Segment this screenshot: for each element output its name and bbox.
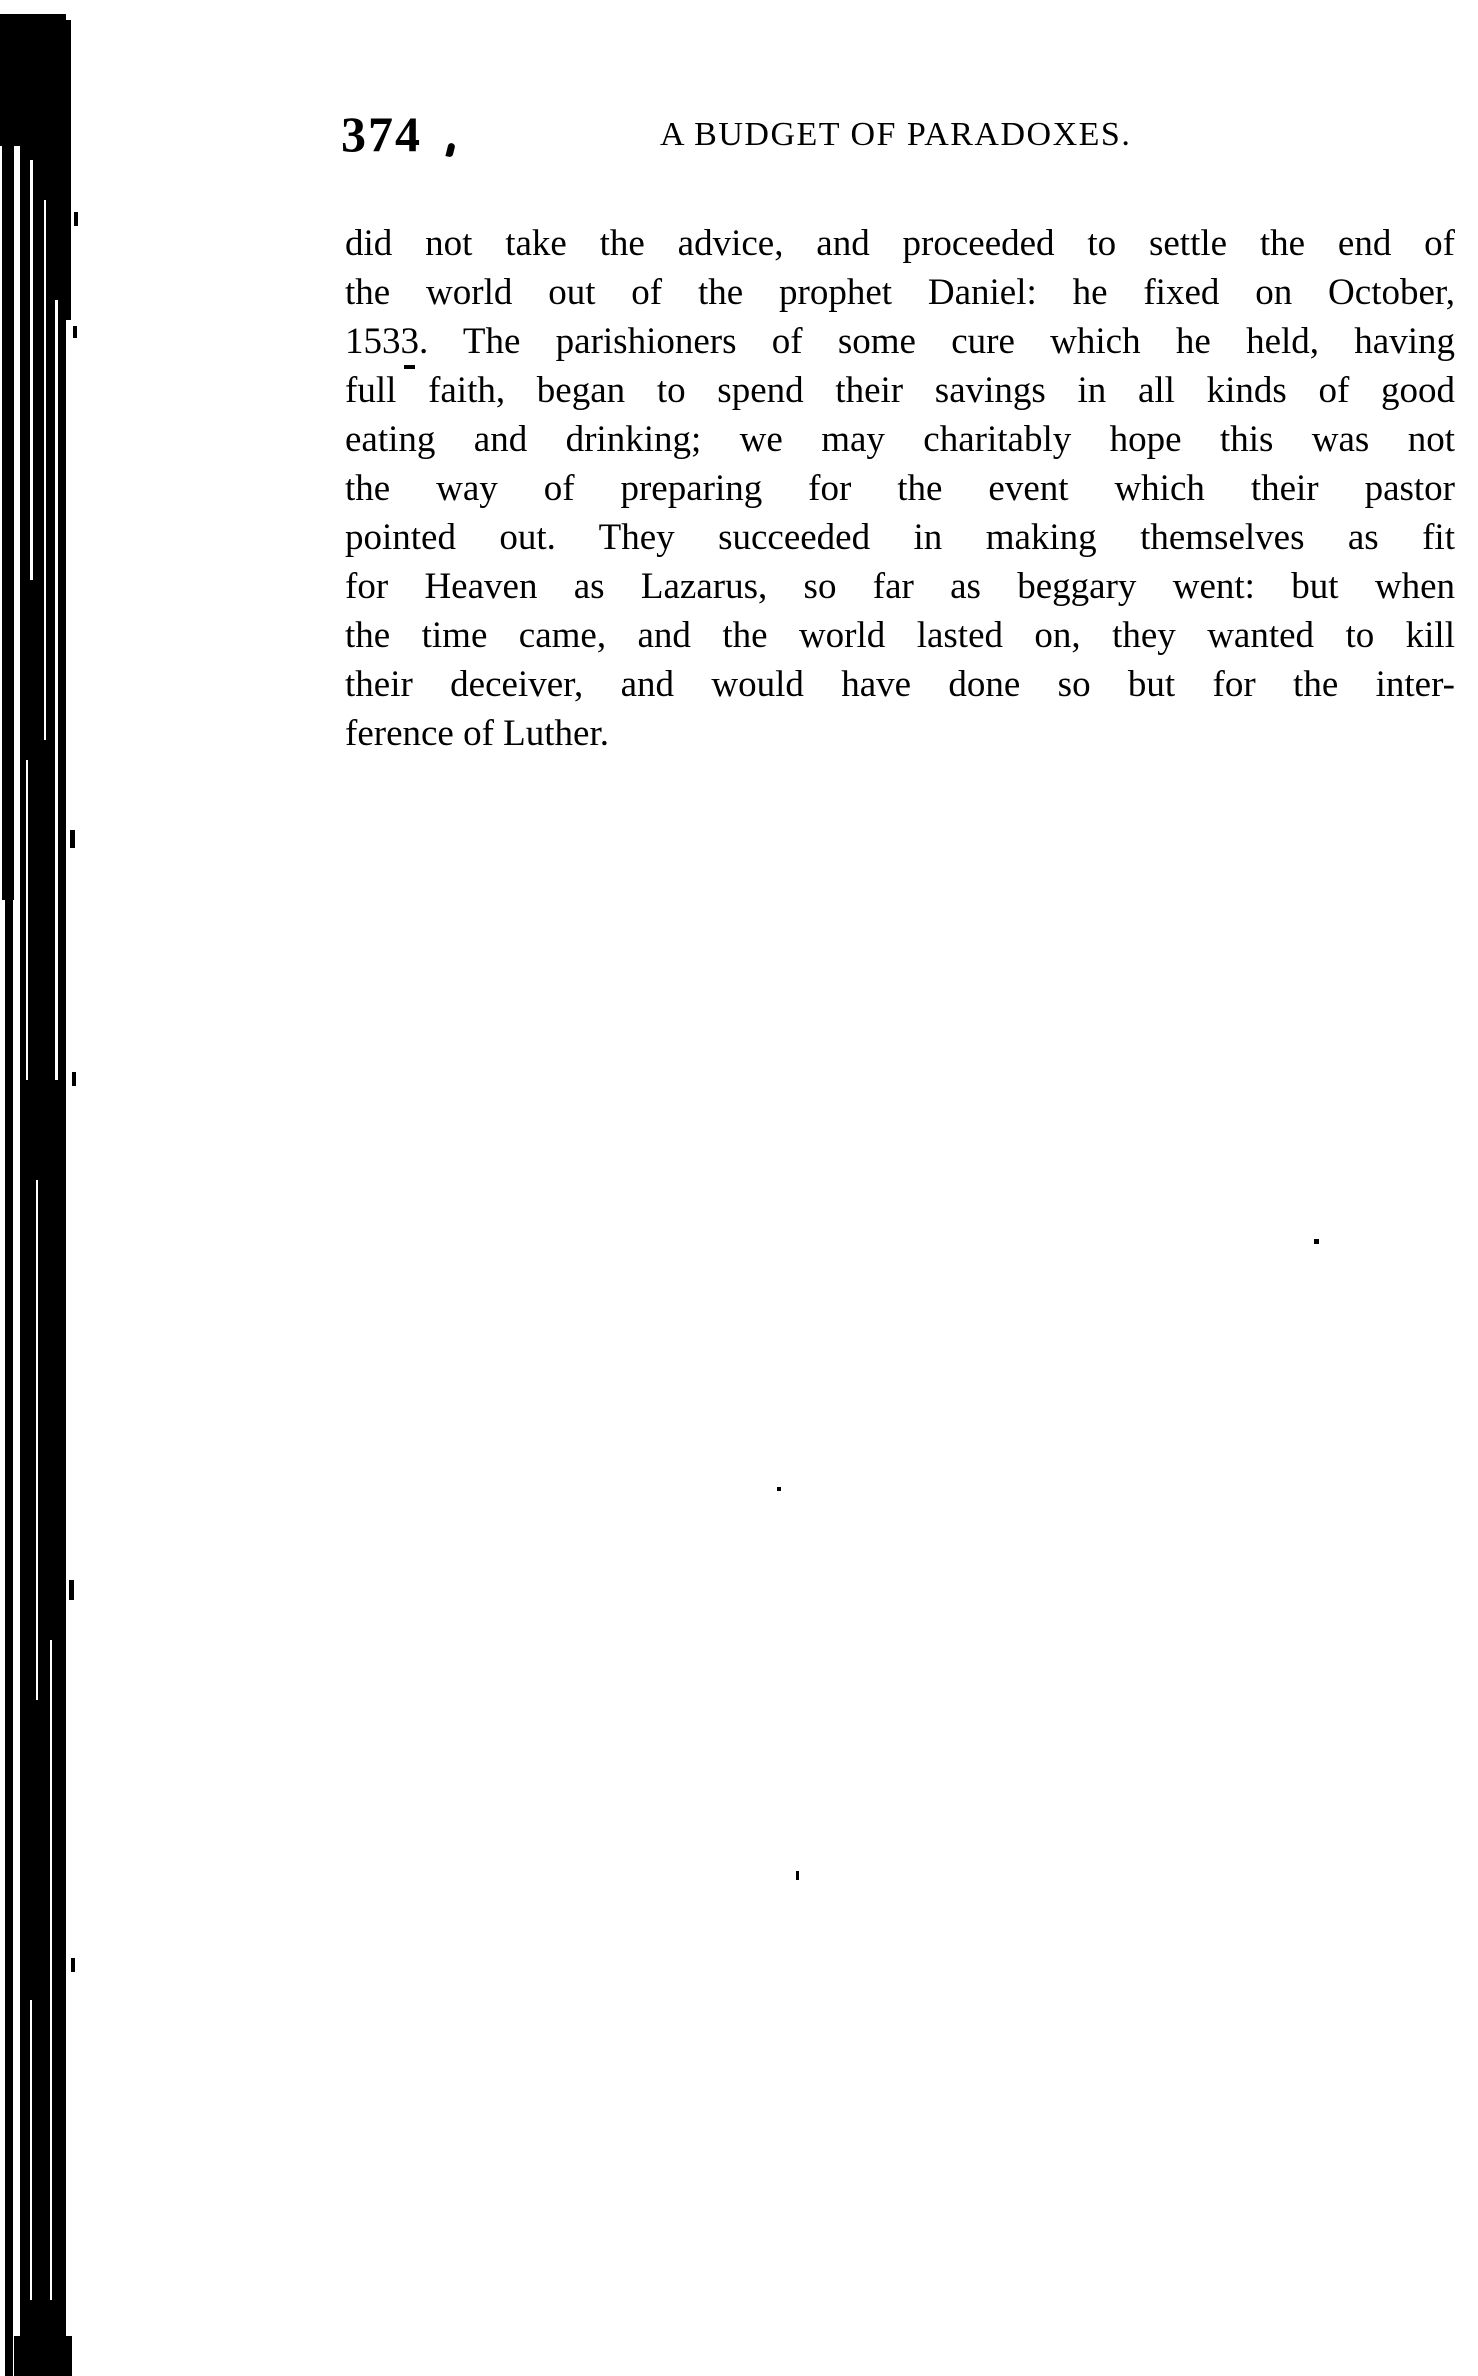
scan-speck	[445, 142, 455, 157]
scan-speck	[73, 326, 77, 338]
scan-streak	[50, 1640, 52, 2300]
scan-streak	[30, 2000, 32, 2300]
text-line: did not take the advice, and proceeded to settle the end of	[345, 223, 1455, 264]
page-number: 374	[341, 106, 422, 162]
scan-streak	[26, 760, 28, 1080]
text-line: the way of preparing for the event which their pastor	[345, 468, 1455, 509]
scan-speck	[796, 1871, 799, 1880]
scan-streak	[30, 160, 33, 580]
text-line: 1533. The parishioners of some cure which he held, having	[345, 321, 1455, 362]
text-line: the time came, and the world lasted on, they wanted to kill	[345, 615, 1455, 656]
scan-speck	[777, 1487, 781, 1491]
scan-streak	[55, 300, 58, 1080]
text-line: their deceiver, and would have done so but for the inter-	[345, 664, 1455, 705]
text-line: eating and drinking; we may charitably hope this was not	[345, 419, 1455, 460]
text-line: pointed out. They succeeded in making themselves as fit	[345, 517, 1455, 558]
gutter-scan-band	[20, 14, 66, 2376]
text-line: the world out of the prophet Daniel: he fixed on October,	[345, 272, 1455, 313]
gutter-scan-band	[2, 140, 14, 900]
gutter-scan-band	[5, 900, 13, 2376]
scan-speck	[404, 365, 415, 369]
text-line: ference of Luther.	[345, 713, 609, 754]
body-paragraph	[345, 219, 1455, 758]
text-line: for Heaven as Lazarus, so far as beggary went: but when	[345, 566, 1455, 607]
text-line: full faith, began to spend their savings in all kinds of good	[345, 370, 1455, 411]
scan-streak	[36, 1180, 38, 1700]
scan-speck	[69, 1580, 74, 1600]
scan-speck	[71, 1958, 75, 1972]
scan-speck	[70, 830, 75, 848]
scan-streak	[44, 200, 46, 740]
scan-speck	[74, 212, 78, 226]
running-header: A BUDGET OF PARADOXES.	[660, 116, 1132, 153]
scan-speck	[72, 1072, 76, 1086]
scan-speck	[1314, 1239, 1319, 1244]
gutter-scan-band	[64, 20, 71, 320]
gutter-scan-band	[14, 2336, 72, 2376]
